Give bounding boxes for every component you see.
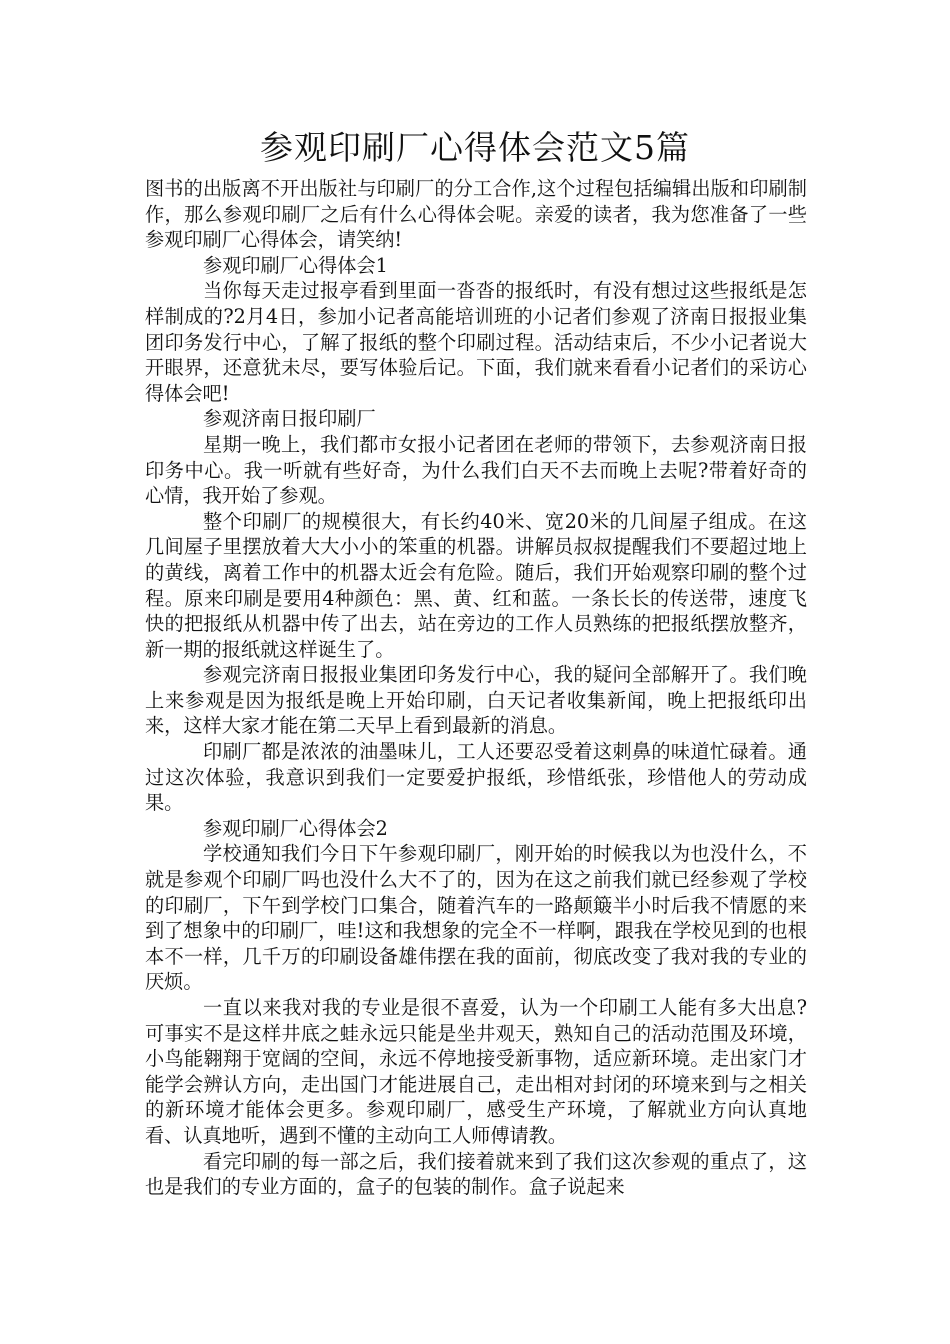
- section1-heading: 参观印刷厂心得体会1: [203, 253, 388, 277]
- document-title: 参观印刷厂心得体会范文5篇: [260, 128, 690, 167]
- document-body: [145, 176, 807, 1200]
- section1-paragraph-2: 星期一晚上，我们都市女报小记者团在老师的带领下，去参观济南日报印务中心。我一听就有些好奇，为什么我们白天不去而晚上去呢?带着好奇的心情，我开始了参观。: [145, 432, 807, 508]
- section1-paragraph-5: 印刷厂都是浓浓的油墨味儿，工人还要忍受着这刺鼻的味道忙碌着。通过这次体验，我意识到我们一定要爱护报纸，珍惜纸张，珍惜他人的劳动成果。: [145, 740, 807, 815]
- intro-paragraph: 图书的出版离不开出版社与印刷厂的分工合作,这个过程包括编辑出版和印刷制作，那么参观印刷厂之后有什么心得体会呢。亲爱的读者，我为您准备了一些参观印刷厂心得体会，请笑纳!: [145, 177, 807, 252]
- section2-paragraph-2: 一直以来我对我的专业是很不喜爱，认为一个印刷工人能有多大出息?可事实不是这样井底之蛙永远只能是坐井观天，熟知自己的活动范围及环境，小鸟能翱翔于宽阔的空间，永远不停地接受新事物，适应新环境。走出家门才能学会辨认方向，走出国门才能进展自己，走出相对封闭的环境来到与之相关的新环境才能体会更多。参观印刷厂，感受生产环境，了解就业方向认真地看、认真地听，遇到不懂的主动向工人师傅请教。: [145, 996, 807, 1147]
- section2-paragraph-1: 学校通知我们今日下午参观印刷厂，刚开始的时候我以为也没什么，不就是参观个印刷厂吗也没什么大不了的，因为在这之前我们就已经参观了学校的印刷厂，下午到学校门口集合，随着汽车的一路颠簸半小时后我不情愿的来到了想象中的印刷厂，哇!这和我想象的完全不一样啊，跟我在学校见到的也根本不一样，几千万的印刷设备雄伟摆在我的面前，彻底改变了我对我的专业的厌烦。: [145, 842, 807, 994]
- section1-paragraph-1: 当你每天走过报亭看到里面一沓沓的报纸时，有没有想过这些报纸是怎样制成的?2月4日，参加小记者高能培训班的小记者们参观了济南日报报业集团印务发行中心，了解了报纸的整个印刷过程。活动结束后，不少小记者说大开眼界，还意犹未尽，要写体验后记。下面，我们就来看看小记者们的采访心得体会吧!: [145, 279, 807, 405]
- section2-heading: 参观印刷厂心得体会2: [203, 816, 388, 840]
- section1-paragraph-4: 参观完济南日报报业集团印务发行中心，我的疑问全部解开了。我们晚上来参观是因为报纸是晚上开始印刷，白天记者收集新闻，晚上把报纸印出来，这样大家才能在第二天早上看到最新的消息。: [145, 663, 807, 738]
- section2-paragraph-3: 看完印刷的每一部之后，我们接着就来到了我们这次参观的重点了，这也是我们的专业方面的，盒子的包装的制作。盒子说起来: [145, 1149, 807, 1199]
- section1-paragraph-3: 整个印刷厂的规模很大，有长约40米、宽20米的几间屋子组成。在这几间屋子里摆放着大大小小的笨重的机器。讲解员叔叔提醒我们不要超过地上的黄线，离着工作中的机器太近会有危险。随后，我们开始观察印刷的整个过程。原来印刷是要用4种颜色：黑、黄、红和蓝。一条长长的传送带，速度飞快的把报纸从机器中传了出去，站在旁边的工作人员熟练的把报纸摆放整齐，新一期的报纸就这样诞生了。: [145, 509, 807, 661]
- section1-subheading: 参观济南日报印刷厂: [203, 407, 376, 431]
